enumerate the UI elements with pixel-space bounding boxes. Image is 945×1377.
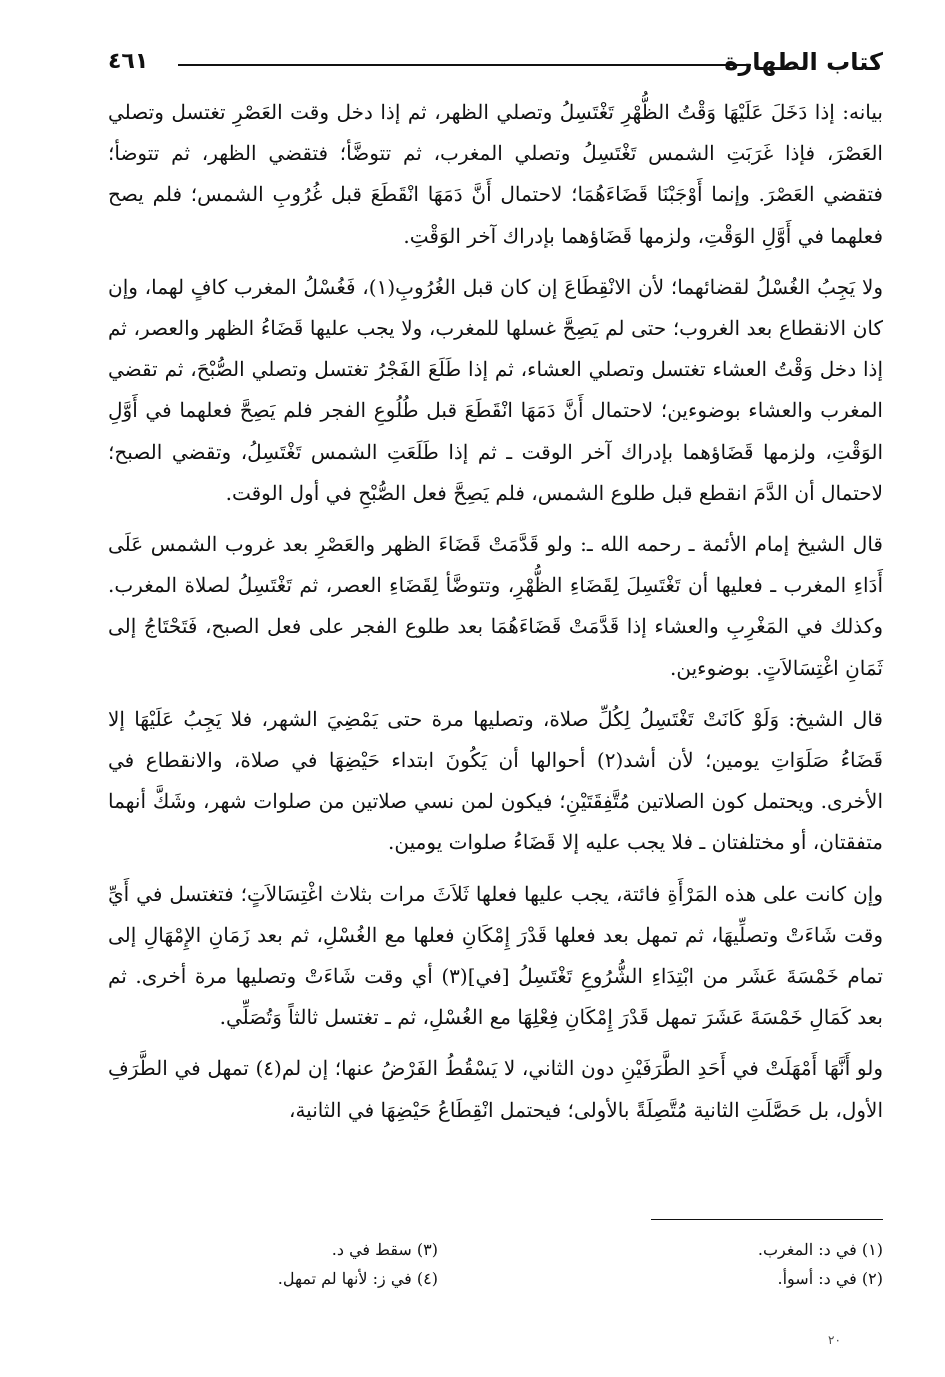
- paragraph-6: ولو أَنَّهَا أَمْهَلَتْ في أَحَدِ الطَّرَفَيْنِ دون الثاني، لا يَسْقُطُ الفَرْضُ عنها؛ إن لم(٤) تمهل في الطَّرَفِ الأول، بل حَصَّلَتِ الثانية مُتَّصِلَةً بالأولى؛ فيحتمل انْقِطَاعُ حَيْضِهَا في الثانية،: [108, 1056, 883, 1122]
- paragraph-1: بيانه: إذا دَخَلَ عَلَيْهَا وَقْتُ الظُّهْرِ تَغْتَسِلُ وتصلي الظهر، ثم إذا دخل وقت العَصْرِ تغتسل وتصلي العَصْرَ، فإذا غَرَبَتِ الشمس تَغْتَسِلُ وتصلي المغرب، ثم تتوضَّأ؛ فتقضي الظهر، ثم تتوضأ؛ فتقضي العَصْرَ. وإنما أَوْجَبْنَا قَضَاءَهُمَا؛ لاحتمال أَنَّ دَمَهَا انْقَطَعَ قبل غُرُوبِ الشمس؛ فلم يصح فعلهما في أَوَّلِ الوَقْتِ، ولزمها قَضَاؤهما بإدراك آخر الوَقْتِ.: [108, 100, 883, 248]
- page-header: [108, 44, 883, 84]
- header-rule: [178, 64, 751, 66]
- main-text: [108, 92, 883, 1141]
- paragraph-3: قال الشيخ إمام الأئمة ـ رحمه الله ـ: ولو قَدَّمَتْ قَضَاءَ الظهر والعَصْرِ بعد غروب الشمس عَلَى أَدَاءِ المغرب ـ فعليها أن تَغْتَسِلَ لِقَضَاءِ الظُّهْرِ، وتتوضَّأ لِقَضَاءِ العصر، ثم تَغْتَسِلُ لصلاة المغرب. وكذلك في المَغْرِبِ والعشاء إذا قَدَّمَتْ قَضَاءَهُمَا بعد طلوع الفجر على فعل الصبح، فَتَحْتَاجُ إلى ثَمَانِ اغْتِسَالاَتٍ. بوضوءين.: [108, 532, 883, 680]
- book-title: كتاب الطهارة: [724, 48, 883, 76]
- paragraph-2: ولا يَجِبُ الغُسْلُ لقضائهما؛ لأن الانْقِطَاعَ إن كان قبل الغُرُوبِ(١)، فَغُسْلُ المغرب كافٍ لهما، وإن كان الانقطاع بعد الغروب؛ حتى لم يَصِحَّ غسلها للمغرب، ولا يجب عليها قَضَاءُ الظهر والعصر، ثم إذا دخل وَقْتُ العشاء تغتسل وتصلي العشاء، ثم إذا طَلَعَ الفَجْرُ تغتسل وتصلي الصُّبْحَ، ثم تقضي المغرب والعشاء بوضوءين؛ لاحتمال أَنَّ دَمَهَا انْقَطَعَ قبل طُلُوعِ الفجر فلم يَصِحَّ فعلهما في أَوَّلِ الوَقْتِ، ولزمها قَضَاؤهما بإدراك آخر الوقت ـ ثم إذا طَلَعَتِ الشمس تَغْتَسِلُ، وتقضي الصبح؛ لاحتمال أن الدَّمَ انقطع قبل طلوع الشمس، فلم يَصِحَّ فعل الصُّبْحِ في أول الوقت.: [108, 274, 884, 505]
- footnote-1: (١) في د: المغرب.: [757, 1240, 883, 1259]
- footnote-column-right: [503, 1235, 883, 1293]
- page-mark: ٢٠: [828, 1333, 841, 1347]
- page-number: ٤٦١: [108, 49, 149, 74]
- footnote-column-left: [58, 1235, 438, 1293]
- footnote-2: (٢) في د: أسوأ.: [777, 1269, 883, 1288]
- footnotes: [108, 1235, 883, 1315]
- paragraph-4: قال الشيخ: وَلَوْ كَانَتْ تَغْتَسِلُ لِكُلِّ صلاة، وتصليها مرة حتى يَمْضِيَ الشهر، فلا يَجِبُ عَلَيْهَا إلا قَضَاءُ صَلَوَاتِ يومين؛ لأن أشد(٢) أحوالها أن يَكُونَ ابتداء حَيْضِهَا في صلاة، والانقطاع في الأخرى. ويحتمل كون الصلاتين مُتَّفِقَتَيْنِ؛ فيكون لمن نسي صلاتين من صلوات شهر، وشَكَّ أنهما متفقتان، أو مختلفتان ـ فلا يجب عليه إلا قَضَاءُ صلوات يومين.: [108, 706, 883, 855]
- footnote-3: (٣) سقط في د.: [331, 1240, 438, 1259]
- footnote-4: (٤) في ز: لأنها لم تمهل.: [277, 1269, 438, 1288]
- footnote-rule: [651, 1219, 883, 1220]
- paragraph-5: وإن كانت على هذه المَرْأَةِ فائتة، يجب عليها فعلها ثَلاَثَ مرات بثلاث اغْتِسَالاَتٍ؛ فتغتسل في أَيِّ وقت شَاءَتْ وتصلِّيهَا، ثم تمهل بعد فعلها قَدْرَ إِمْكَانِ فعلها مع الغُسْلِ، ثم بعد زَمَانِ الإِمْهَالِ إلى تمام خَمْسَةَ عَشَر من ابْتِدَاءِ الشُّرُوعِ تَغْتَسِلُ [في](٣) أي وقت شَاءَتْ وتصليها مرة أخرى. ثم بعد كَمَالِ خَمْسَةَ عَشَرَ تمهل قَدْرَ إِمْكَانِ فِعْلِهَا مع الغُسْلِ، ثم ـ تغتسل ثالثاً وَتُصَلِّي.: [108, 881, 883, 1030]
